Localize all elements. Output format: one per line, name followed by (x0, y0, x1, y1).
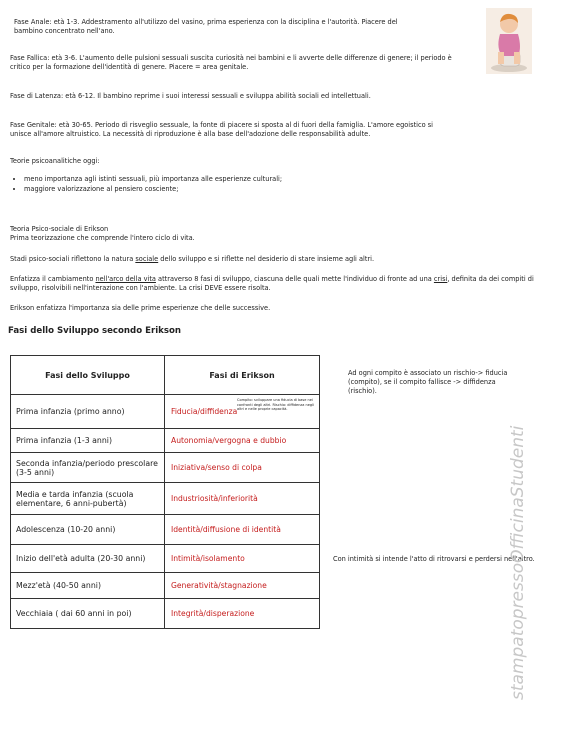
table-cell-fase: Mezz'età (40-50 anni) (11, 573, 165, 599)
section-heading: Fasi dello Sviluppo secondo Erikson (8, 326, 181, 336)
paragraph-enfatizza (10, 275, 555, 293)
table-cell-fase: Adolescenza (10-20 anni) (11, 515, 165, 545)
bullet-item: • maggiore valorizzazione al pensiero cosciente; (24, 184, 282, 194)
table-row (11, 573, 320, 599)
table-cell-fase: Vecchiaia ( dai 60 anni in poi) (11, 599, 165, 629)
table-cell-erikson: Intimità/isolamento (165, 545, 320, 573)
table-cell-erikson: Identità/diffusione di identità (165, 515, 320, 545)
paragraph-fase-genitale: Fase Genitale: età 30-65. Periodo di risveglio sessuale, la fonte di piacere si sposta al di fuori della famiglia. L'amore egoistico si unisce all'amore altruistico. La necessità di riproduzione è alla base dell'adozione delle responsabilità adulte. (10, 121, 434, 138)
table-row (11, 429, 320, 453)
teorie-title: Teorie psicoanalitiche oggi: (10, 157, 100, 165)
table-row (11, 545, 320, 573)
table-cell-erikson-text: Fiducia/diffidenza (171, 407, 238, 416)
child-illustration-icon (486, 8, 532, 74)
table-row (11, 453, 320, 483)
table-cell-fase: Prima infanzia (1-3 anni) (11, 429, 165, 453)
table-header-fasi: Fasi dello Sviluppo (11, 356, 165, 395)
underlined-word: crisi (433, 275, 448, 283)
paragraph-fase-fallica: Fase Fallica: età 3-6. L'aumento delle pulsioni sessuali suscita curiosità nei bambini e li avverte delle differenze di genere; il periodo è critico per la formazione dell'identità di genere. Piacere = area genitale. (10, 54, 452, 71)
table-row (11, 515, 320, 545)
mini-note: Compito: sviluppare una fiducia di base nei confronti degli altri. Rischio: diffidenza negli altri e nelle proprie capacità. (237, 398, 315, 412)
text-span: dello sviluppo e si riflette nel desiderio di stare insieme agli altri. (158, 255, 375, 263)
table-cell-erikson: Generatività/stagnazione (165, 573, 320, 599)
table-cell-erikson: Integrità/disperazione (165, 599, 320, 629)
underlined-word: sociale (135, 255, 159, 263)
table-cell-erikson: Iniziativa/senso di colpa (165, 453, 320, 483)
table-cell-erikson (165, 395, 320, 429)
text-span: , definita da dei compiti di sviluppo, risolvibili nell'interazione con l'ambiente. La crisi DEVE essere risolta. (10, 275, 534, 292)
erikson-theory-subtitle: Prima teorizzazione che comprende l'intero ciclo di vita. (10, 234, 195, 242)
table-header-row (11, 356, 320, 395)
table-cell-erikson: Industriosità/inferiorità (165, 483, 320, 515)
table-row (11, 395, 320, 429)
note-intimita: Con intimità si intende l'atto di ritrovarsi e perdersi nell'altro. (333, 555, 535, 563)
table-cell-fase: Prima infanzia (primo anno) (11, 395, 165, 429)
table-row (11, 599, 320, 629)
paragraph-fase-anale: Fase Anale: età 1-3. Addestramento all'utilizzo del vasino, prima esperienza con la disciplina e l'autorità. Piacere del bambino concentrato nell'ano. (14, 18, 398, 35)
table-cell-fase: Media e tarda infanzia (scuola elementare, 6 anni-pubertà) (11, 483, 165, 515)
paragraph-erikson-enfatizza: Erikson enfatizza l'importanza sia delle prime esperienze che delle successive. (10, 304, 271, 312)
erikson-table (10, 355, 320, 629)
watermark: stampatopressoOfficinaStudenti (508, 425, 528, 700)
table-cell-fase: Seconda infanzia/periodo prescolare (3-5 anni) (11, 453, 165, 483)
paragraph-fase-latenza: Fase di Latenza: età 6-12. Il bambino reprime i suoi interessi sessuali e sviluppa abilità sociali ed intellettuali. (10, 92, 371, 100)
table-cell-erikson: Autonomia/vergogna e dubbio (165, 429, 320, 453)
bullet-item: • meno importanza agli istinti sessuali, più importanza alle esperienze culturali; (24, 174, 282, 184)
text-span: Enfatizza il cambiamento (10, 275, 96, 283)
table-header-erikson: Fasi di Erikson (165, 356, 320, 395)
table-row (11, 483, 320, 515)
paragraph-stadi (10, 255, 480, 264)
text-span: attraverso 8 fasi di sviluppo, ciascuna delle quali mette l'individuo di fronte ad una (155, 275, 434, 283)
text-span: Stadi psico-sociali riflettono la natura (10, 255, 136, 263)
teorie-bullet-list (10, 174, 282, 194)
table-cell-fase: Inizio dell'età adulta (20-30 anni) (11, 545, 165, 573)
erikson-theory-title: Teoria Psico-sociale di Erikson (10, 225, 109, 233)
note-compito-rischio: Ad ogni compito è associato un rischio-> fiducia (compito), se il compito fallisce -> diffidenza (rischio). (348, 369, 508, 395)
underlined-phrase: nell'arco della vita (95, 275, 156, 283)
